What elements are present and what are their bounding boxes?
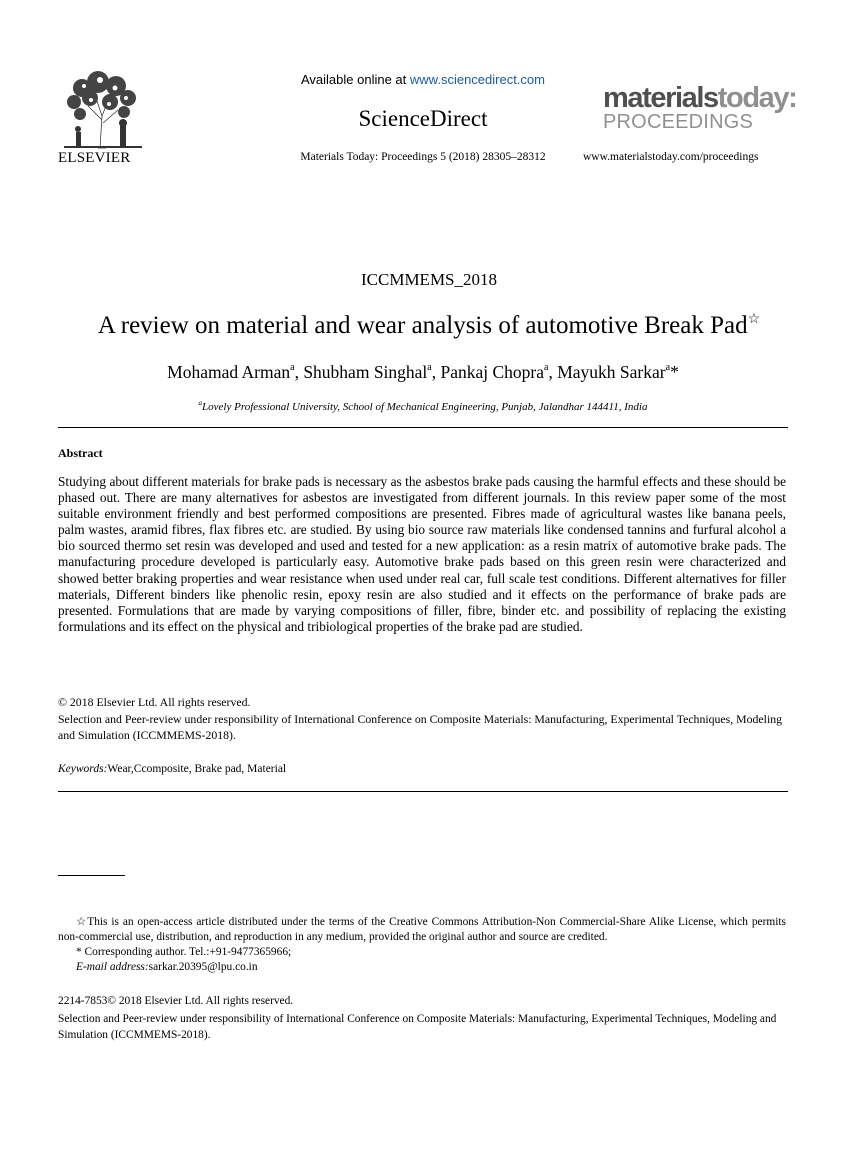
abstract-body: Studying about different materials for brake pads is necessary as the asbestos brake pads causing the harmful effects and these should be phased out. There are many alternatives for asbestos are investigated from different journals. In this review paper some of the most suitable environment friendly and best performed compositions are presented. Fibres made of agricultural wastes like banana peels, palm wastes, aramid fibres, flax fibres etc. are studied. By using bio source raw materials like condensed tannins and furfural alcohol a bio sourced thermo set resin was developed and used and tested for a new application: as a resin matrix of automotive brake pads. The manufacturing procedure developed is particularly easy. Automotive brake pads based on this green resin were characterized and showed better braking properties and wear resistance when used under real car, full scale test conditions. Different alternatives for filler materials, Different binders like phenolic resin, epoxy resin are also studied and it effects on the performance of brake pads are presented. Formulations that are made by varying compositions of filler, fibre, binder etc. and possibility of replacing the existing formulations and its effect on the physical and tribiological properties of the brake pad are studied. (58, 474, 786, 634)
author-list (0, 362, 846, 383)
mt-logo-part2: today (717, 82, 789, 114)
author-4: Mayukh Sarkar (557, 362, 666, 382)
author-sep: , (548, 362, 558, 382)
author-sep: , (294, 362, 304, 382)
author-sep: , (431, 362, 441, 382)
corresponding-author-note: * Corresponding author. Tel.:+91-9477365966; (76, 946, 292, 958)
materials-today-logo (603, 82, 797, 133)
author-3: Pankaj Chopra (440, 362, 545, 382)
author-3-affil: a (544, 362, 549, 373)
abstract-heading: Abstract (58, 446, 103, 460)
keywords-label: Keywords: (58, 763, 108, 775)
elsevier-tree-logo-icon (60, 68, 146, 150)
author-1-affil: a (290, 362, 295, 373)
divider-top (58, 427, 788, 428)
corresponding-mark: * (670, 362, 679, 382)
title-footnote-mark: ☆ (747, 312, 761, 327)
affiliation-mark: a (198, 399, 203, 407)
keywords-line (58, 763, 286, 775)
sciencedirect-title: ScienceDirect (358, 106, 488, 131)
author-4-affil: a (665, 362, 671, 373)
journal-citation: Materials Today: Proceedings 5 (2018) 28305–28312 (300, 151, 546, 163)
divider-bottom (58, 791, 788, 792)
mt-logo-part1: materials (603, 82, 718, 114)
open-access-note (58, 915, 786, 945)
affiliation (0, 399, 846, 413)
footnote-rule (58, 875, 125, 876)
author-2: Shubham Singhal (303, 362, 428, 382)
affiliation-text: Lovely Professional University, School of Mechanical Engineering, Punjab, Jalandhar 144411, India (202, 401, 648, 413)
open-access-text: This is an open-access article distributed under the terms of the Creative Commons Attribution-Non Commercial-Share Alike License, which permits non-commercial use, distribution, and reproduction in any medium, provided the original author and source are credited. (58, 916, 786, 943)
abstract-copyright: © 2018 Elsevier Ltd. All rights reserved. (58, 695, 251, 709)
email-label: E-mail address: (76, 961, 149, 973)
conference-name: ICCMMEMS_2018 (360, 270, 498, 289)
keywords-values: Wear,Ccomposite, Brake pad, Material (107, 763, 287, 775)
email-line (76, 961, 258, 973)
paper-title-text: A review on material and wear analysis of automotive Break Pad (97, 312, 748, 339)
author-1: Mohamad Arman (167, 362, 291, 382)
open-access-mark: ☆ (76, 916, 88, 928)
mt-logo-colon: : (788, 82, 797, 114)
available-prefix: Available online at (300, 72, 410, 87)
footer-selection-note: Selection and Peer-review under responsibility of International Conference on Composite Materials: Manufacturing, Experimental Techniques, Modeling and Simulation (ICCMMEMS-2018). (58, 1013, 777, 1041)
sciencedirect-link[interactable]: www.sciencedirect.com (409, 72, 545, 87)
paper-title (0, 311, 846, 340)
abstract-selection-note: Selection and Peer-review under responsibility of International Conference on Composite Materials: Manufacturing, Experimental Techniques, Modeling and Simulation (ICCMMEMS-2018). (58, 712, 783, 742)
journal-url: www.materialstoday.com/proceedings (583, 151, 759, 163)
email-address[interactable]: sarkar.20395@lpu.co.in (148, 961, 258, 973)
issn-line: 2214-7853© 2018 Elsevier Ltd. All rights reserved. (58, 995, 294, 1007)
mt-logo-proceedings: PROCEEDINGS (603, 111, 754, 133)
elsevier-wordmark: ELSEVIER (58, 150, 131, 166)
author-2-affil: a (427, 362, 432, 373)
